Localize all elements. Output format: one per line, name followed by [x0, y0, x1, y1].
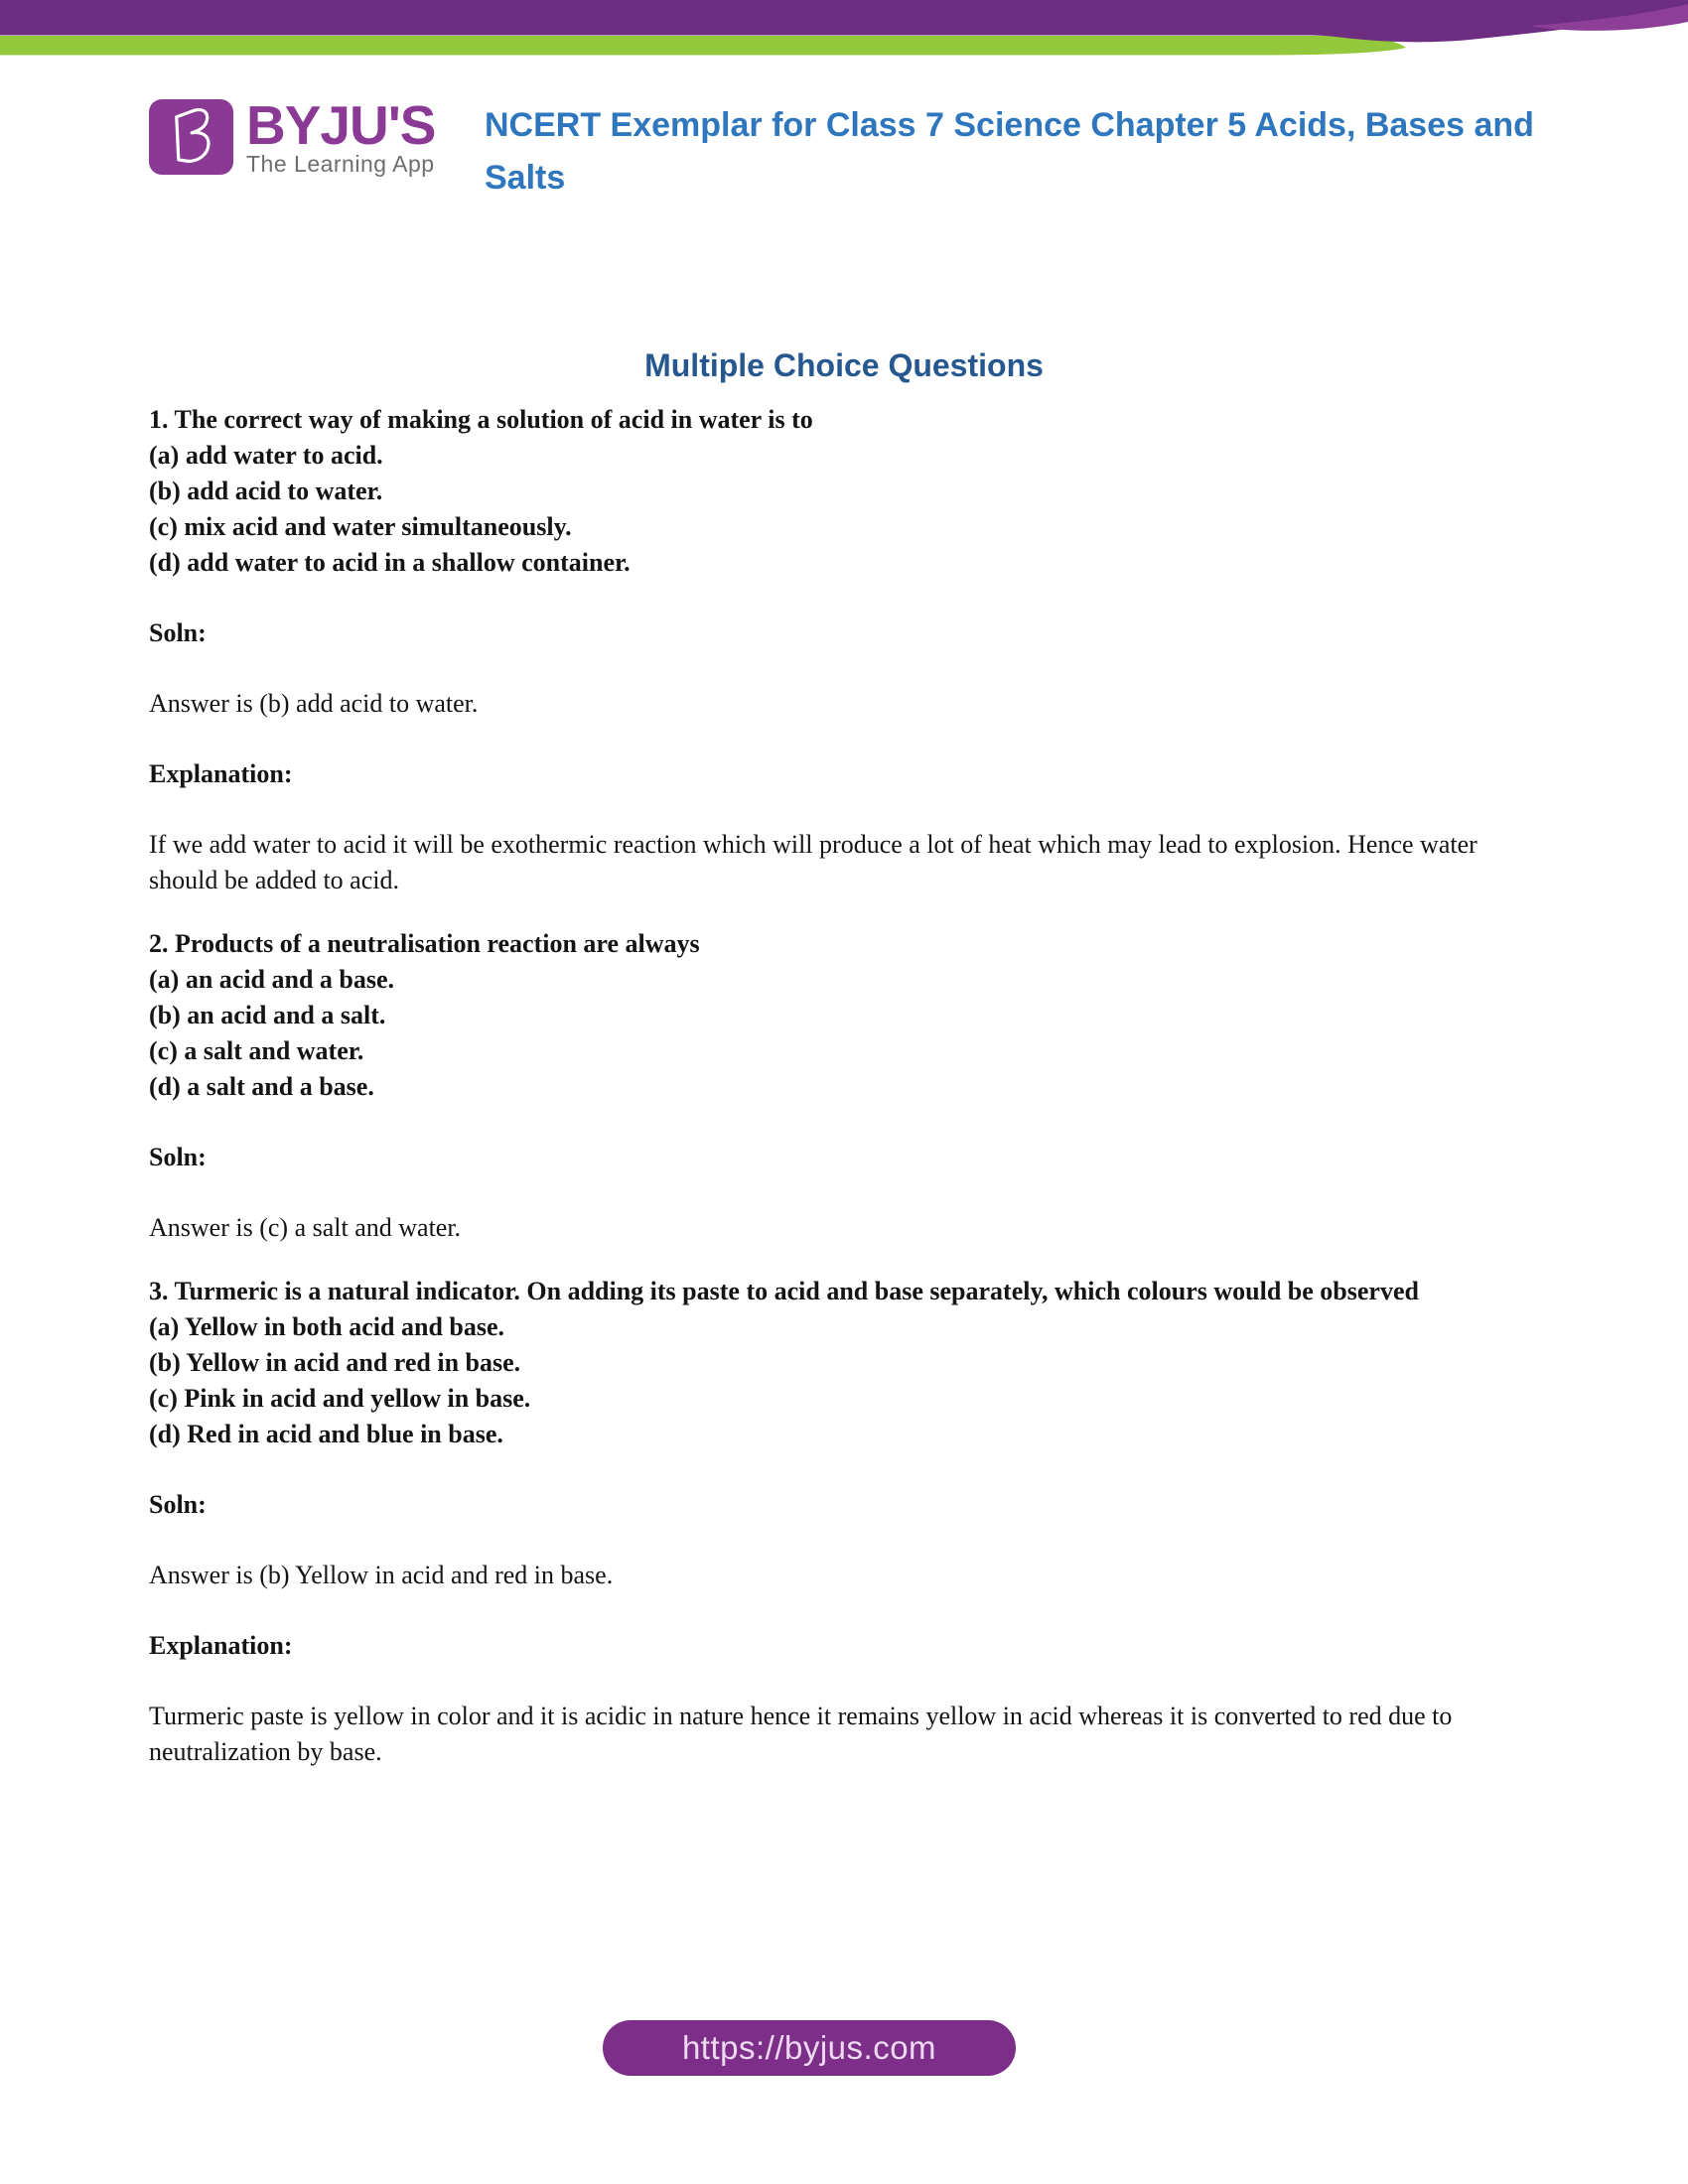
question-3-option-b: (b) Yellow in acid and red in base. [149, 1348, 521, 1377]
question-2-text: 2. Products of a neutralisation reaction are always [149, 929, 700, 958]
question-3-option-a: (a) Yellow in both acid and base. [149, 1312, 505, 1341]
question-3-soln-label: Soln: [149, 1490, 207, 1519]
question-2-soln-label: Soln: [149, 1143, 207, 1171]
question-3-explanation: Turmeric paste is yellow in color and it is acidic in nature hence it remains yellow in acid whereas it is converted to red due to neutralization by base. [149, 1702, 1453, 1766]
byjus-logo [149, 94, 436, 177]
question-1-option-b: (b) add acid to water. [149, 477, 383, 505]
page-title: NCERT Exemplar for Class 7 Science Chapter 5 Acids, Bases and Salts [485, 106, 1534, 197]
question-1-soln-label: Soln: [149, 618, 207, 647]
purple-band-shape [0, 0, 1688, 42]
byjus-logo-b-icon [149, 99, 233, 175]
byjus-tagline: The Learning App [246, 151, 435, 177]
question-1-explanation: If we add water to acid it will be exothermic reaction which will produce a lot of heat which may lead to explosion. Hence water should be added to acid. [149, 830, 1477, 894]
question-2-option-a: (a) an acid and a base. [149, 965, 395, 994]
question-3-text: 3. Turmeric is a natural indicator. On adding its paste to acid and base separately, which colours would be observed [149, 1277, 1419, 1305]
question-2-option-b: (b) an acid and a salt. [149, 1001, 386, 1029]
question-2-option-c: (c) a salt and water. [149, 1036, 364, 1065]
question-1-explanation-label: Explanation: [149, 759, 293, 788]
document-body [149, 343, 1539, 1770]
question-1-option-c: (c) mix acid and water simultaneously. [149, 512, 572, 541]
question-1-option-d: (d) add water to acid in a shallow container. [149, 548, 631, 577]
question-3-option-d: (d) Red in acid and blue in base. [149, 1420, 503, 1448]
logo-text-column [246, 94, 436, 177]
question-2-answer: Answer is (c) a salt and water. [149, 1213, 462, 1242]
green-band-shape [0, 36, 1406, 56]
footer-url-pill[interactable] [603, 2020, 1016, 2076]
footer-url-text: https://byjus.com [681, 2029, 937, 2066]
question-2-option-d: (d) a salt and a base. [149, 1072, 374, 1101]
question-3-explanation-label: Explanation: [149, 1631, 293, 1660]
question-3-answer: Answer is (b) Yellow in acid and red in base. [149, 1561, 614, 1589]
question-1-answer: Answer is (b) add acid to water. [149, 689, 479, 718]
section-heading: Multiple Choice Questions [644, 347, 1044, 383]
question-3-option-c: (c) Pink in acid and yellow in base. [149, 1384, 531, 1413]
byjus-wordmark: BYJU'S [246, 94, 436, 156]
question-1-option-a: (a) add water to acid. [149, 441, 383, 470]
question-1-text: 1. The correct way of making a solution of acid in water is to [149, 405, 813, 434]
